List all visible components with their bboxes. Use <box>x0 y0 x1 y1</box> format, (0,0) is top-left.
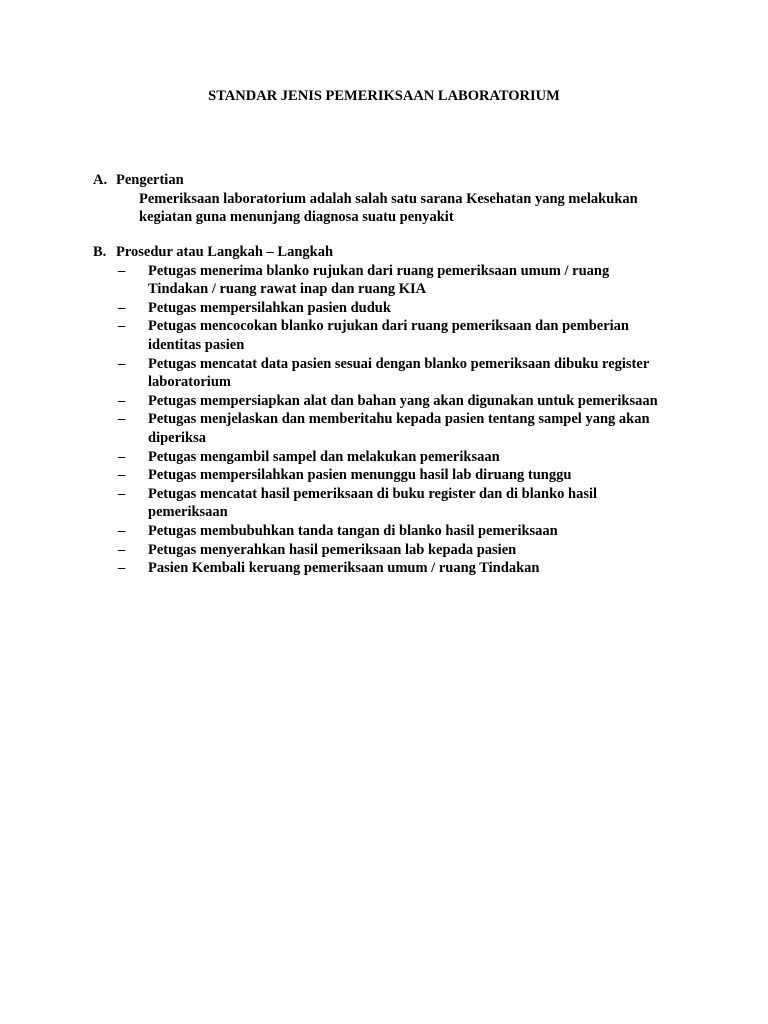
dash-bullet: – <box>118 467 126 484</box>
procedure-step <box>93 317 693 354</box>
procedure-step <box>93 541 693 560</box>
section-procedure <box>93 243 693 578</box>
dash-bullet: – <box>118 411 126 428</box>
dash-bullet: – <box>118 448 126 465</box>
procedure-step-text: Pasien Kembali keruang pemeriksaan umum / ruang Tindakan <box>148 560 540 577</box>
section-definition <box>93 171 693 227</box>
definition-line-2: kegiatan guna menunjang diagnosa suatu penyakit <box>139 209 454 226</box>
dash-bullet: – <box>118 485 126 502</box>
section-b-title: Prosedur atau Langkah – Langkah <box>116 244 334 260</box>
procedure-step <box>93 559 693 578</box>
dash-bullet: – <box>118 541 126 558</box>
procedure-step-text: Petugas mempersilahkan pasien menunggu hasil lab diruang tunggu <box>148 467 572 484</box>
dash-bullet: – <box>118 522 126 539</box>
dash-bullet: – <box>118 392 126 409</box>
procedure-step-text: Petugas membubuhkan tanda tangan di blanko hasil pemeriksaan <box>148 522 558 539</box>
procedure-step <box>93 355 693 392</box>
procedure-step-text: Petugas mencatat hasil pemeriksaan di buku register dan di blanko hasil pemeriksaan <box>148 485 598 521</box>
procedure-step <box>93 299 693 318</box>
procedure-step <box>93 448 693 467</box>
section-b-heading <box>93 243 693 262</box>
section-a-title: Pengertian <box>116 172 184 188</box>
section-b-letter: B. <box>93 244 107 260</box>
dash-bullet: – <box>118 262 126 279</box>
dash-bullet: – <box>118 355 126 372</box>
document-title: STANDAR JENIS PEMERIKSAAN LABORATORIUM <box>208 88 560 104</box>
section-a-heading <box>93 171 693 190</box>
procedure-step <box>93 466 693 485</box>
definition-text <box>139 190 684 227</box>
procedure-step-text: Petugas mempersilahkan pasien duduk <box>148 299 391 316</box>
procedure-step-text: Petugas menerima blanko rujukan dari ruang pemeriksaan umum / ruang Tindakan / ruang rawat inap dan ruang KIA <box>148 262 610 298</box>
procedure-step <box>93 522 693 541</box>
definition-line-1: Pemeriksaan laboratorium adalah salah satu sarana Kesehatan yang melakukan <box>139 190 638 207</box>
procedure-step-text: Petugas menyerahkan hasil pemeriksaan lab kepada pasien <box>148 541 517 558</box>
procedure-step-list <box>93 262 693 578</box>
procedure-step <box>93 392 693 411</box>
dash-bullet: – <box>118 299 126 316</box>
procedure-step <box>93 410 693 447</box>
procedure-step-text: Petugas mencocokan blanko rujukan dari ruang pemeriksaan dan pemberian identitas pasien <box>148 318 629 353</box>
procedure-step-text: Petugas menjelaskan dan memberitahu kepada pasien tentang sampel yang akan diperiksa <box>148 411 650 446</box>
procedure-step-text: Petugas mengambil sampel dan melakukan pemeriksaan <box>148 448 500 465</box>
dash-bullet: – <box>118 560 126 577</box>
procedure-step <box>93 485 693 522</box>
procedure-step-text: Petugas mempersiapkan alat dan bahan yang akan digunakan untuk pemeriksaan <box>148 392 658 409</box>
dash-bullet: – <box>118 318 126 335</box>
procedure-step-text: Petugas mencatat data pasien sesuai dengan blanko pemeriksaan dibuku register laboratorium <box>148 355 649 391</box>
procedure-step <box>93 262 693 299</box>
section-a-letter: A. <box>93 172 108 188</box>
